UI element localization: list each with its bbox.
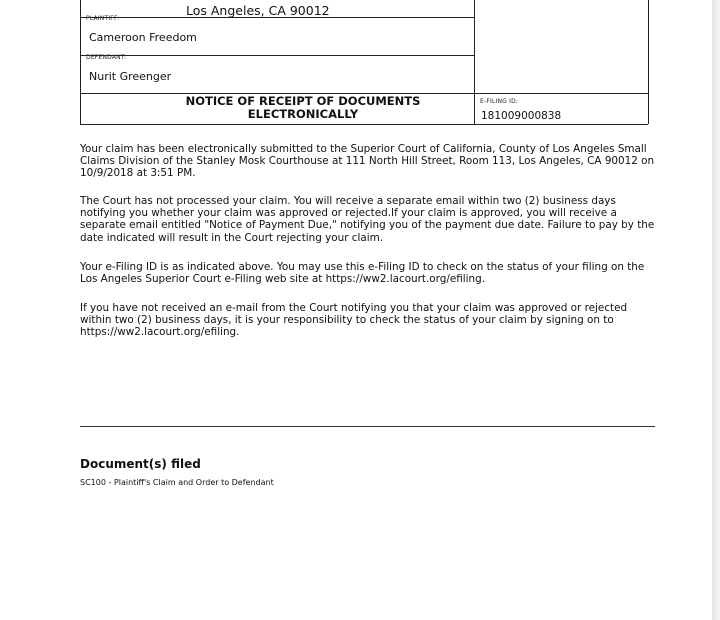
paragraph-processing: The Court has not processed your claim. You will receive a separate email within two (2) business days notifying you whether your claim was approved or rejected.If your claim is approved, you will receive a separate email entitled "Notice of Payment Due," notifying you of the payment due date. Failure to pay by the date indicated will result in the Court rejecting your claim. (80, 195, 655, 244)
defendant-label: DEFENDANT: (86, 54, 127, 61)
caption-left-border (80, 0, 81, 124)
caption-right-border (648, 0, 649, 124)
efiling-id-label: E-FILING ID: (480, 98, 519, 105)
caption-line-mid (80, 55, 474, 56)
caption-line-bottom (80, 124, 648, 125)
notice-title (130, 95, 476, 121)
documents-filed-heading: Document(s) filed (80, 457, 201, 471)
plaintiff-label: PLAINTIFF: (86, 15, 120, 22)
notice-title-line1: NOTICE OF RECEIPT OF DOCUMENTS (185, 94, 421, 108)
notice-title-line2: ELECTRONICALLY (247, 107, 359, 121)
paragraph-efiling-id: Your e-Filing ID is as indicated above. You may use this e-Filing ID to check on the status of your filing on the Los Angeles Superior Court e-Filing web site at https://ww2.lacourt.org/efiling. (80, 261, 645, 286)
documents-filed-item: SC100 - Plaintiff's Claim and Order to Defendant (80, 478, 274, 487)
defendant-name: Nurit Greenger (89, 70, 172, 83)
page-edge-shadow (712, 0, 720, 620)
separator-line (80, 426, 655, 427)
efiling-id-value: 181009000838 (481, 110, 562, 122)
paragraph-status-check: If you have not received an e-mail from the Court notifying you that your claim was approved or rejected within two (2) business days, it is your responsibility to check the status of your claim by signing on to https://ww2.lacourt.org/efiling. (80, 302, 628, 339)
court-address: Los Angeles, CA 90012 (186, 3, 330, 18)
paragraph-submission: Your claim has been electronically submitted to the Superior Court of California, County of Los Angeles Small Claims Division of the Stanley Mosk Courthouse at 111 North Hill Street, Room 113, Los Angeles, CA 90012 on 10/9/2018 at 3:51 PM. (80, 143, 655, 180)
plaintiff-name: Cameroon Freedom (89, 31, 197, 44)
